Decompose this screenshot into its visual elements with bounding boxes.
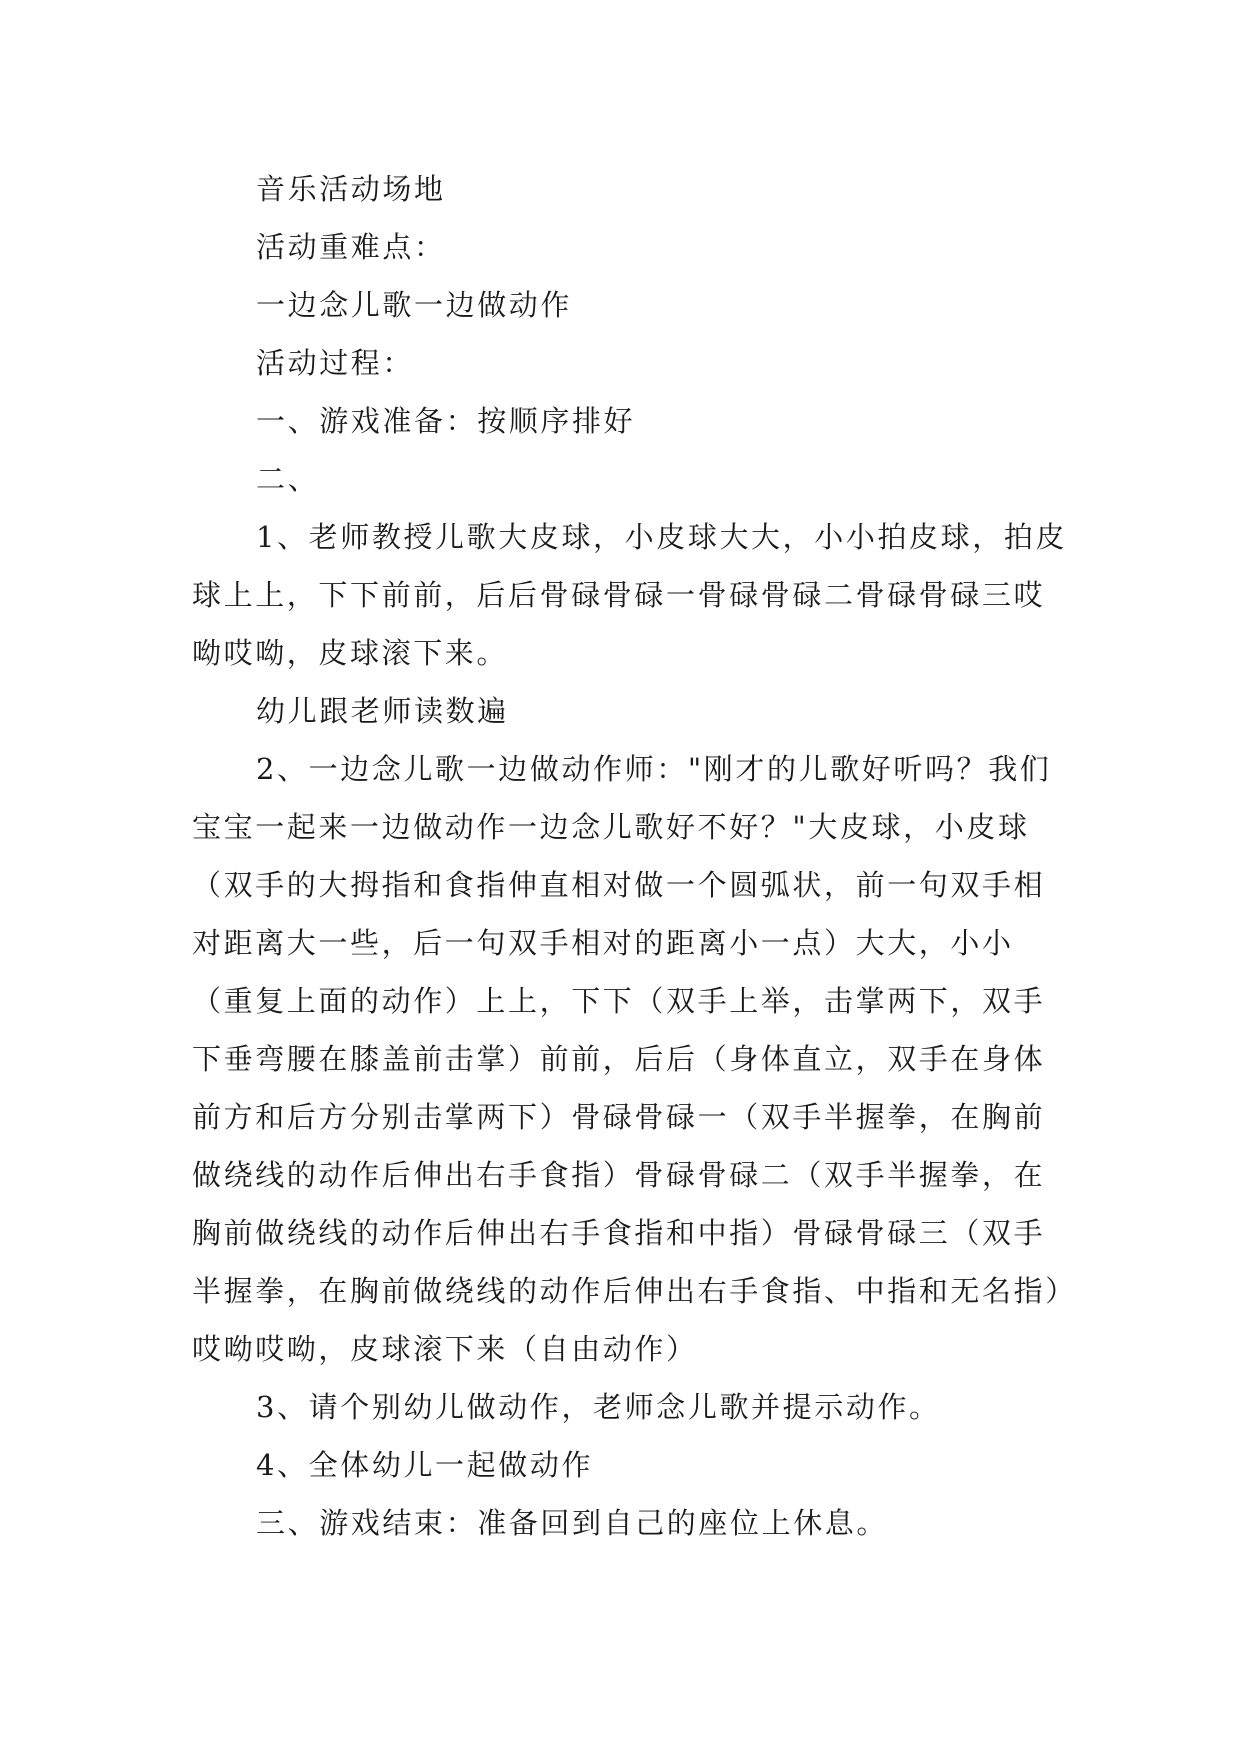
paragraph-step-two-item-3: 3、请个别幼儿做动作，老师念儿歌并提示动作。 bbox=[256, 1390, 941, 1424]
paragraph-step-one: 一、游戏准备：按顺序排好 bbox=[256, 404, 636, 438]
paragraph-step-two-item-4: 4、全体幼儿一起做动作 bbox=[256, 1448, 594, 1482]
paragraph-step-two-item-2: 2、一边念儿歌一边做动作师："刚才的儿歌好听吗？我们宝宝一起来一边做动作一边念儿歌好不好？"大皮球，小皮球（双手的大拇指和食指伸直相对做一个圆弧状，前一句双手相对距离大一些，后一句双手相对的距离小一点）大大，小小（重复上面的动作）上上，下下（双手上举，击掌两下，双手下垂弯腰在膝盖前击掌）前前，后后（身体直立，双手在身体前方和后方分别击掌两下）骨碌骨碌一（双手半握拳，在胸前做绕线的动作后伸出右手食指）骨碌骨碌二（双手半握拳，在胸前做绕线的动作后伸出右手食指和中指）骨碌骨碌三（双手半握拳，在胸前做绕线的动作后伸出右手食指、中指和无名指）哎呦哎呦，皮球滚下来（自由动作） bbox=[192, 752, 1063, 1366]
paragraph-read-along: 幼儿跟老师读数遍 bbox=[256, 694, 509, 728]
paragraph-key-points-heading: 活动重难点： bbox=[256, 230, 446, 264]
document-body bbox=[192, 160, 1072, 1552]
paragraph-step-two-item-1: 1、老师教授儿歌大皮球，小皮球大大，小小拍皮球，拍皮球上上，下下前前，后后骨碌骨碌一骨碌骨碌二骨碌骨碌三哎呦哎呦，皮球滚下来。 bbox=[192, 520, 1068, 670]
paragraph-step-three: 三、游戏结束：准备回到自己的座位上休息。 bbox=[256, 1506, 889, 1540]
paragraph-venue: 音乐活动场地 bbox=[256, 172, 446, 206]
paragraph-process-heading: 活动过程： bbox=[256, 346, 415, 380]
paragraph-key-points: 一边念儿歌一边做动作 bbox=[256, 288, 573, 322]
paragraph-step-two-heading: 二、 bbox=[256, 462, 320, 496]
